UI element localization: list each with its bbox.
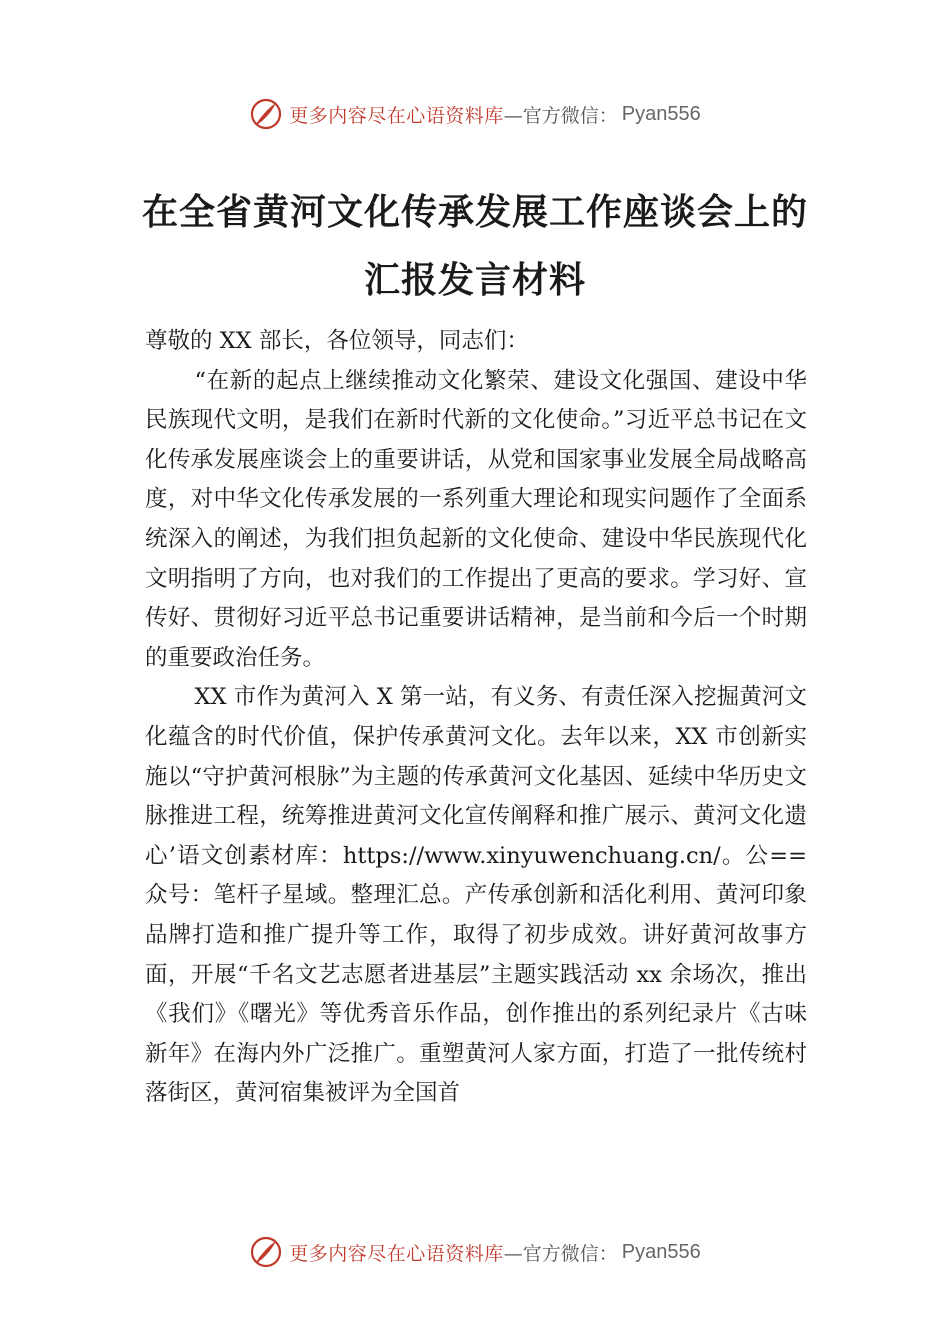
footer-watermark — [0, 1232, 950, 1272]
salutation: 尊敬的 XX 部长，各位领导，同志们： — [145, 328, 529, 354]
document-title-line-1: 在全省黄河文化传承发展工作座谈会上的 — [141, 191, 808, 233]
header-watermark — [0, 94, 950, 134]
paragraph-1: “在新的起点上继续推动文化繁荣、建设文化强国、建设中华民族现代文明，是我们在新时代新的文化使命。”习近平总书记在文化传承发展座谈会上的重要讲话，从党和国家事业发展全局战略高度，对中华文化传承发展的一系列重大理论和现实问题作了全面系统深入的阐述，为我们担负起新的文化使命、建设中华民族现代化文明指明了方向，也对我们的工作提出了更高的要求。学习好、宣传好、贯彻好习近平总书记重要讲话精神，是当前和今后一个时期的重要政治任务。 — [145, 367, 807, 671]
quill-ink-logo-icon — [249, 97, 283, 131]
paragraph-2: XX 市作为黄河入 X 第一站，有义务、有责任深入挖掘黄河文化蕴含的时代价值，保护传承黄河文化。去年以来，XX 市创新实施以“守护黄河根脉”为主题的传承黄河文化基因、延续中华历史文脉推进工程，统筹推进黄河文化宣传阐释和推广展示、黄河文化遗心’语文创素材库：https://www.xinyuwenchuang.cn/。公==众号：笔杆子星域。整理汇总。产传承创新和活化利用、黄河印象品牌打造和推广提升等工作，取得了初步成效。讲好黄河故事方面，开展“千名文艺志愿者进基层”主题实践活动 xx 余场次，推出《我们》《曙光》等优秀音乐作品，创作推出的系列纪录片《古味新年》在海内外广泛推广。重塑黄河人家方面，打造了一批传统村落街区，黄河宿集被评为全国首 — [145, 684, 807, 1107]
watermark-separator: —官方微信： — [503, 1242, 618, 1265]
watermark-text: 更多内容尽在心语资料库 — [289, 1242, 504, 1265]
watermark-text: 更多内容尽在心语资料库 — [289, 104, 504, 127]
watermark-wechat-id: Pyan556 — [621, 1240, 701, 1263]
quill-ink-logo-icon — [249, 1235, 283, 1269]
document-title-line-2: 汇报发言材料 — [363, 259, 586, 301]
document-body — [145, 322, 807, 1114]
watermark-separator: —官方微信： — [503, 104, 618, 127]
watermark-wechat-id: Pyan556 — [621, 102, 701, 125]
